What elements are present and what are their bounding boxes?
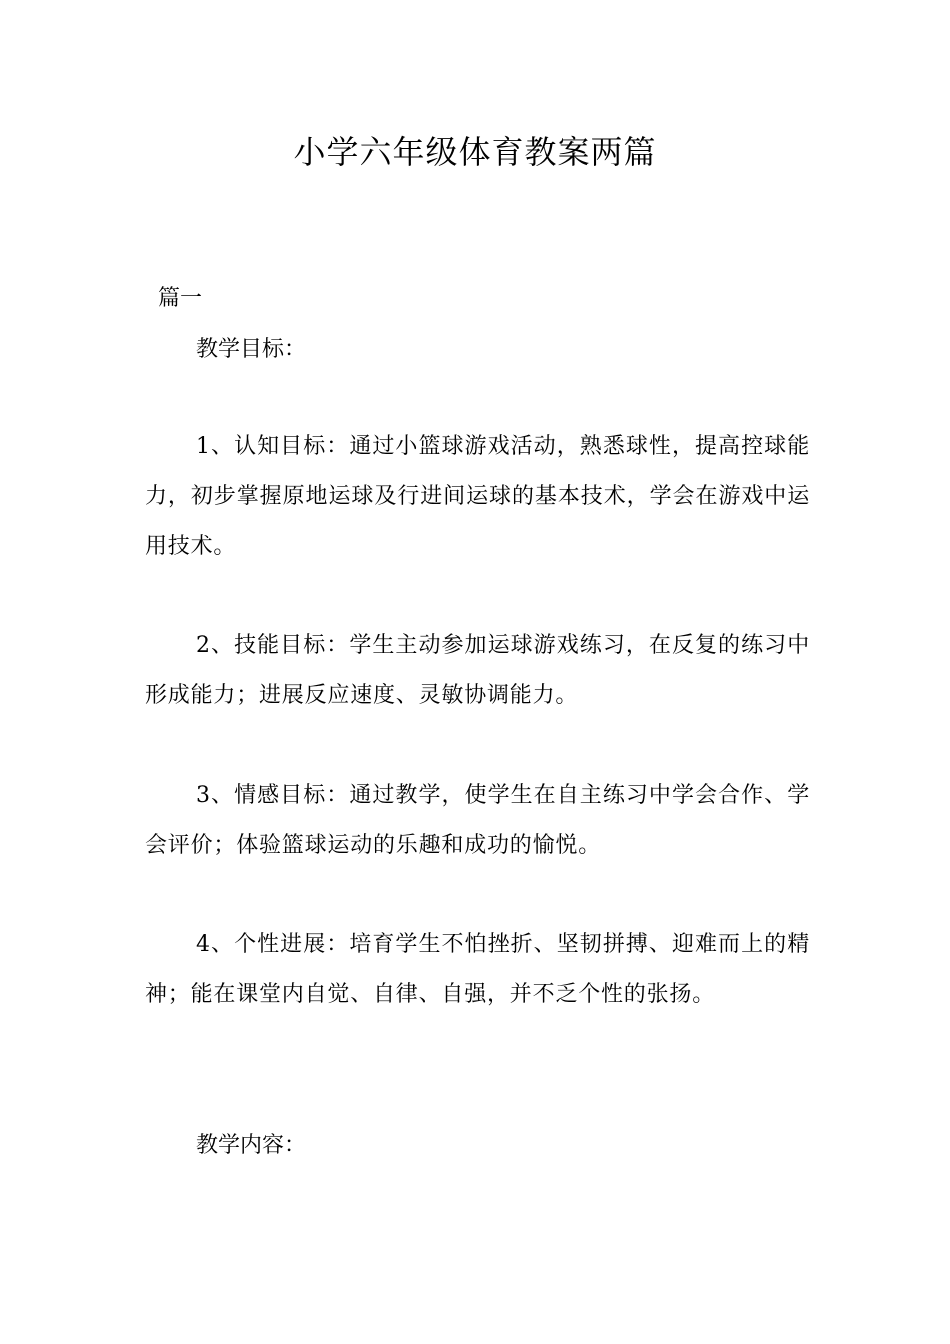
paragraph-personality-development: 4、个性进展：培育学生不怕挫折、坚韧拼搏、迎难而上的精神；能在课堂内自觉、自律、自强，并不乏个性的张扬。 [145, 932, 810, 1007]
section-label: 篇一 [158, 286, 203, 311]
paragraph-emotional-objective: 3、情感目标：通过教学，使学生在自主练习中学会合作、学会评价；体验篮球运动的乐趣和成功的愉悦。 [145, 783, 810, 858]
paragraph-skill-objective: 2、技能目标：学生主动参加运球游戏练习，在反复的练习中形成能力；进展反应速度、灵敏协调能力。 [145, 633, 810, 708]
heading-teaching-content: 教学内容： [196, 1133, 307, 1158]
heading-teaching-objectives: 教学目标： [196, 337, 307, 362]
document-title: 小学六年级体育教案两篇 [293, 133, 657, 171]
paragraph-cognitive-objective: 1、认知目标：通过小篮球游戏活动，熟悉球性，提高控球能力，初步掌握原地运球及行进间运球的基本技术，学会在游戏中运用技术。 [145, 434, 810, 559]
